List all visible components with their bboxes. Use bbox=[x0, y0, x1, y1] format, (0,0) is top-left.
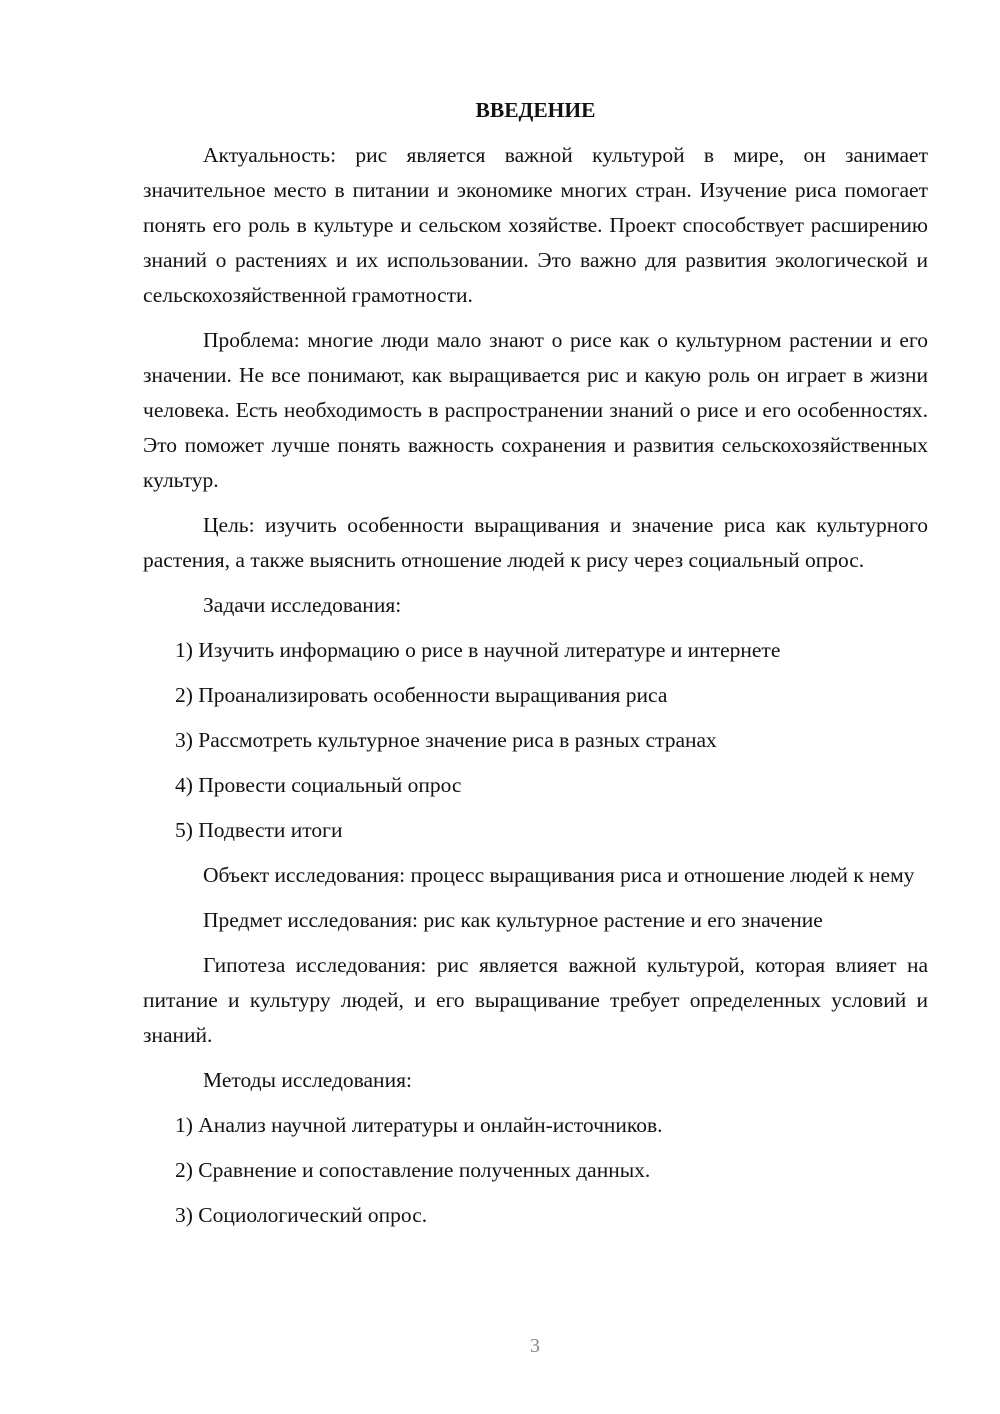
list-item: 1) Анализ научной литературы и онлайн-источников. bbox=[175, 1113, 663, 1137]
goal-paragraph: Цель: изучить особенности выращивания и значение риса как культурного растения, а также выяснить отношение людей к рису через социальный опрос. bbox=[143, 513, 928, 572]
object-paragraph: Объект исследования: процесс выращивания риса и отношение людей к нему bbox=[203, 863, 915, 887]
list-item: 5) Подвести итоги bbox=[175, 818, 343, 842]
section-title: ВВЕДЕНИЕ bbox=[475, 98, 596, 122]
list-item: 2) Проанализировать особенности выращивания риса bbox=[175, 683, 668, 707]
list-item: 1) Изучить информацию о рисе в научной литературе и интернете bbox=[175, 638, 781, 662]
relevance-paragraph: Актуальность: рис является важной культурой в мире, он занимает значительное место в питании и экономике многих стран. Изучение риса помогает понять его роль в культуре и сельском хозяйстве. Проект способствует расширению знаний о растениях и их использовании. Это важно для развития экологической и сельскохозяйственной грамотности. bbox=[143, 143, 928, 307]
list-item: 4) Провести социальный опрос bbox=[175, 773, 462, 797]
hypothesis-paragraph: Гипотеза исследования: рис является важной культурой, которая влияет на питание и культуру людей, и его выращивание требует определенных условий и знаний. bbox=[143, 953, 928, 1047]
document-page bbox=[143, 93, 928, 1243]
methods-label: Методы исследования: bbox=[203, 1068, 412, 1092]
list-item: 3) Рассмотреть культурное значение риса в разных странах bbox=[175, 728, 717, 752]
page-number: 3 bbox=[530, 1335, 540, 1357]
list-item: 3) Социологический опрос. bbox=[175, 1203, 428, 1227]
methods-list bbox=[143, 1108, 928, 1233]
list-item: 2) Сравнение и сопоставление полученных данных. bbox=[175, 1158, 651, 1182]
tasks-label: Задачи исследования: bbox=[203, 593, 402, 617]
tasks-list bbox=[143, 633, 928, 848]
subject-paragraph: Предмет исследования: рис как культурное растение и его значение bbox=[203, 908, 823, 932]
problem-paragraph: Проблема: многие люди мало знают о рисе как о культурном растении и его значении. Не все понимают, как выращивается рис и какую роль он играет в жизни человека. Есть необходимость в распространении знаний о рисе и его особенностях. Это поможет лучше понять важность сохранения и развития сельскохозяйственных культур. bbox=[143, 328, 928, 492]
